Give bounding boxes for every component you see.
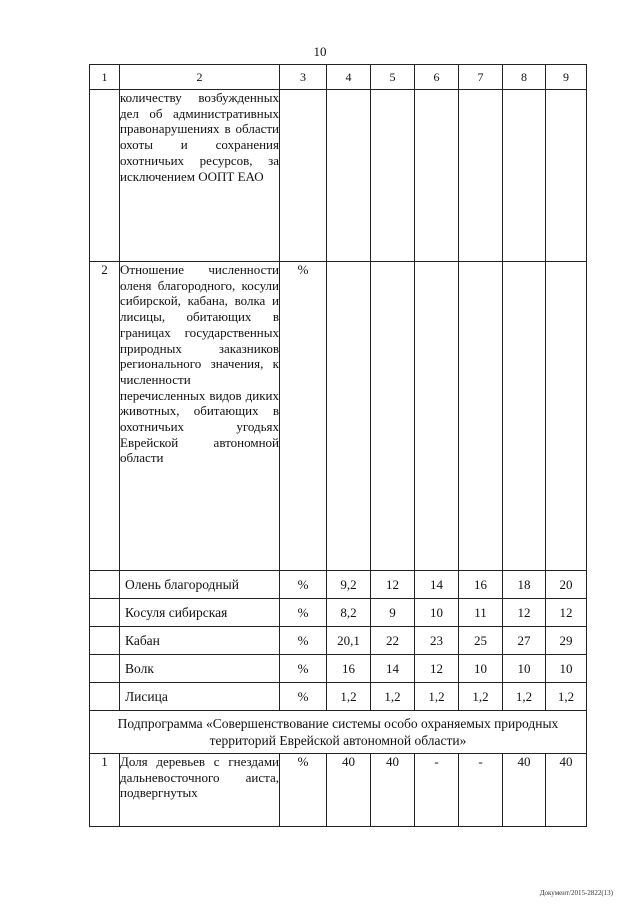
value-cell: 14 [371,655,415,683]
column-number: 4 [327,65,371,90]
value-cell: 12 [371,571,415,599]
unit-cell: % [280,599,327,627]
column-number: 8 [503,65,546,90]
table-row-indicator-1 [90,754,587,827]
value-cell: 9,2 [327,571,371,599]
table-row-indicator-2 [90,262,587,571]
value-cell: 11 [459,599,503,627]
table-row-species [90,627,587,655]
species-name: Лисица [120,683,280,711]
value-cell: - [415,754,459,827]
row-number-cell [90,599,120,627]
value-cell: 22 [371,627,415,655]
column-number: 5 [371,65,415,90]
row-number: 2 [90,262,120,571]
column-number: 6 [415,65,459,90]
column-number-row [90,65,587,90]
value-cell: 25 [459,627,503,655]
value-cell: 1,2 [415,683,459,711]
value-cell: 12 [546,599,587,627]
column-number: 7 [459,65,503,90]
species-name: Косуля сибирская [120,599,280,627]
value-cell: 20 [546,571,587,599]
value-cell: 9 [371,599,415,627]
value-cell: 40 [546,754,587,827]
value-cell: 27 [503,627,546,655]
row-number-cell [90,683,120,711]
column-number: 1 [90,65,120,90]
indicator-description: количеству возбужденных дел об административных правонарушениях в области охоты и сохранения охотничьих ресурсов, за исключением ООПТ ЕАО [120,90,280,262]
indicator-description: Отношение численности оленя благородного, косули сибирской, кабана, волка и лисицы, обитающих в границах государственных природных заказников регионального значения, к численности перечисленных видов диких животных, обитающих в охотничьих угодьях Еврейской автономной области [120,262,280,571]
value-cell: 10 [503,655,546,683]
indicator-description: Доля деревьев с гнездами дальневосточного аиста, подвергнутых [120,754,280,827]
subprogram-row [90,711,587,754]
value-cell: 40 [503,754,546,827]
row-number-cell [90,627,120,655]
value-cell: 16 [327,655,371,683]
value-cell: 23 [415,627,459,655]
column-number: 2 [120,65,280,90]
value-cell: 40 [371,754,415,827]
value-cell: 1,2 [546,683,587,711]
table-row-continued [90,90,587,262]
value-cell: 18 [503,571,546,599]
value-cell: 12 [503,599,546,627]
document-footer-code: Документ/2015-2822(13) [539,889,613,897]
value-cell: 14 [415,571,459,599]
unit-cell: % [280,262,327,571]
row-number: 1 [90,754,120,827]
species-name: Волк [120,655,280,683]
table-row-species [90,683,587,711]
unit-cell: % [280,754,327,827]
table-row-species [90,599,587,627]
value-cell: 40 [327,754,371,827]
table-row-species [90,655,587,683]
page-number: 10 [313,44,327,59]
value-cell: 16 [459,571,503,599]
value-cell: 1,2 [459,683,503,711]
value-cell: 12 [415,655,459,683]
value-cell: 10 [415,599,459,627]
unit-cell: % [280,571,327,599]
value-cell: 8,2 [327,599,371,627]
table-row-species [90,571,587,599]
column-number: 9 [546,65,587,90]
row-number-cell [90,655,120,683]
value-cell: 1,2 [371,683,415,711]
row-number-cell [90,571,120,599]
unit-cell: % [280,683,327,711]
column-number: 3 [280,65,327,90]
value-cell: 29 [546,627,587,655]
value-cell: 20,1 [327,627,371,655]
value-cell: 10 [459,655,503,683]
value-cell: 1,2 [503,683,546,711]
unit-cell: % [280,627,327,655]
row-number-cell [90,90,120,262]
value-cell: - [459,754,503,827]
species-name: Кабан [120,627,280,655]
indicators-table [89,64,587,827]
value-cell: 1,2 [327,683,371,711]
species-name: Олень благородный [120,571,280,599]
subprogram-title: Подпрограмма «Совершенствование системы особо охраняемых природных территорий Еврейской автономной области» [90,711,587,754]
unit-cell: % [280,655,327,683]
value-cell: 10 [546,655,587,683]
